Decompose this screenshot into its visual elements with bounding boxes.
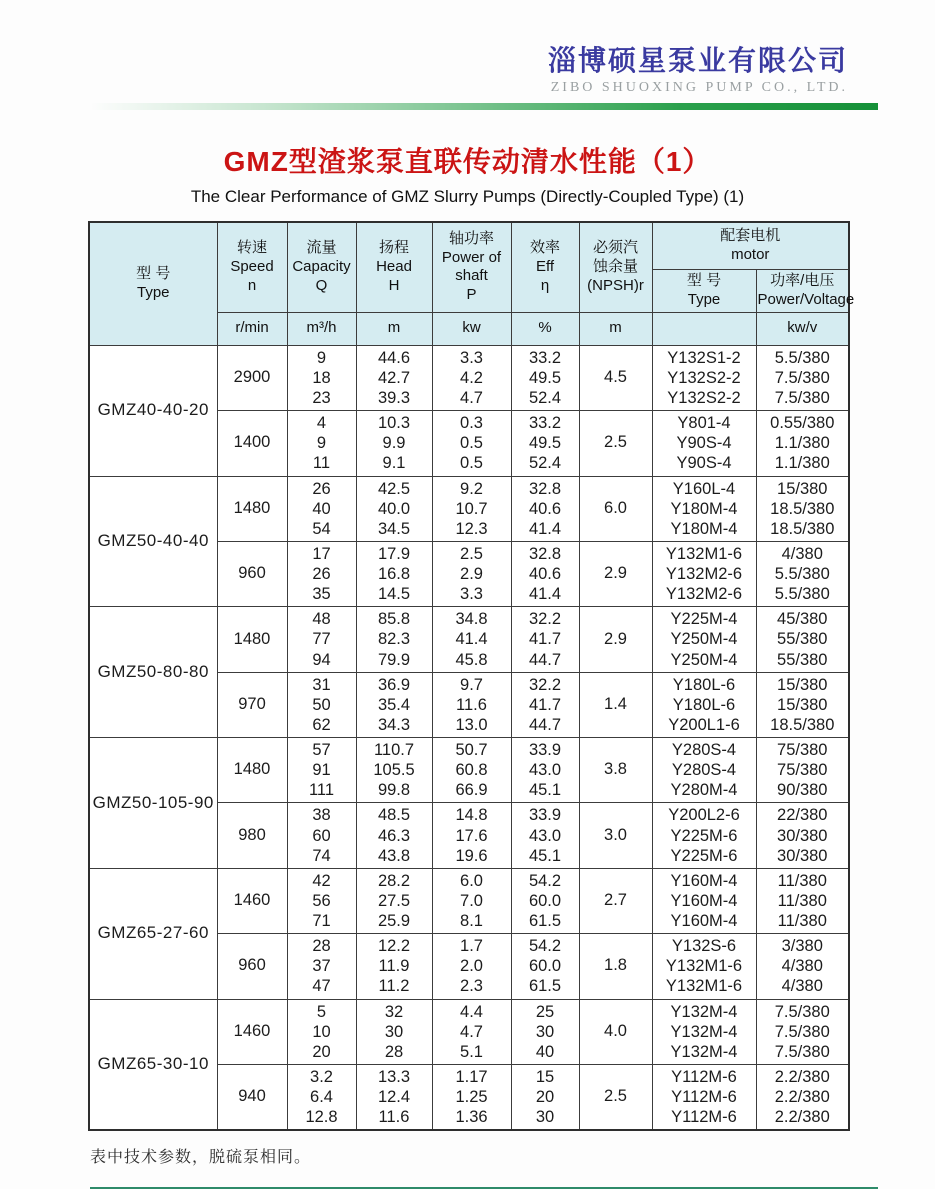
efficiency-cell: 32.8 40.6 41.4 — [511, 541, 579, 606]
speed-cell: 1480 — [217, 607, 287, 672]
npsh-cell: 2.5 — [579, 411, 652, 476]
unit-shaft-power: kw — [432, 312, 511, 345]
speed-cell: 1400 — [217, 411, 287, 476]
unit-speed: r/min — [217, 312, 287, 345]
table-row — [89, 868, 849, 933]
motor-power-cell: 4/380 5.5/380 5.5/380 — [756, 541, 849, 606]
head-cell: 17.9 16.8 14.5 — [356, 541, 432, 606]
npsh-cell: 2.7 — [579, 868, 652, 933]
motor-type-cell: Y132S1-2 Y132S2-2 Y132S2-2 — [652, 345, 756, 410]
col-header-shaft-power: 轴功率 Power of shaft P — [432, 222, 511, 313]
motor-power-cell: 11/380 11/380 11/380 — [756, 868, 849, 933]
pump-model-cell: GMZ65-27-60 — [89, 868, 217, 999]
npsh-cell: 4.5 — [579, 345, 652, 410]
performance-table — [88, 221, 855, 1132]
capacity-cell: 4 9 11 — [287, 411, 356, 476]
head-cell: 13.3 12.4 11.6 — [356, 1064, 432, 1130]
shaft-power-cell: 1.7 2.0 2.3 — [432, 934, 511, 999]
footer-note: 表中技术参数，脱硫泵相同。 — [90, 1149, 312, 1167]
pump-model-cell: GMZ50-40-40 — [89, 476, 217, 607]
table-row — [89, 476, 849, 541]
motor-type-cell: Y112M-6 Y112M-6 Y112M-6 — [652, 1064, 756, 1130]
motor-power-cell: 15/380 15/380 18.5/380 — [756, 672, 849, 737]
table-row — [89, 345, 849, 410]
pump-model-cell: GMZ50-105-90 — [89, 738, 217, 869]
table-row — [89, 607, 849, 672]
company-name-cn: 淄博硕星泵业有限公司 — [547, 45, 848, 76]
col-header-speed: 转速 Speed n — [217, 222, 287, 313]
pump-model-cell: GMZ65-30-10 — [89, 999, 217, 1130]
capacity-cell: 5 10 20 — [287, 999, 356, 1064]
motor-type-cell: Y160M-4 Y160M-4 Y160M-4 — [652, 868, 756, 933]
head-cell: 44.6 42.7 39.3 — [356, 345, 432, 410]
motor-type-cell: Y200L2-6 Y225M-6 Y225M-6 — [652, 803, 756, 868]
unit-capacity: m³/h — [287, 312, 356, 345]
head-cell: 42.5 40.0 34.5 — [356, 476, 432, 541]
motor-type-cell: Y280S-4 Y280S-4 Y280M-4 — [652, 738, 756, 803]
speed-cell: 1480 — [217, 738, 287, 803]
motor-power-cell: 0.55/380 1.1/380 1.1/380 — [756, 411, 849, 476]
head-cell: 32 30 28 — [356, 999, 432, 1064]
npsh-cell: 2.9 — [579, 607, 652, 672]
npsh-cell: 3.8 — [579, 738, 652, 803]
efficiency-cell: 15 20 30 — [511, 1064, 579, 1130]
motor-power-cell: 2.2/380 2.2/380 2.2/380 — [756, 1064, 849, 1130]
shaft-power-cell: 1.17 1.25 1.36 — [432, 1064, 511, 1130]
motor-power-cell: 3/380 4/380 4/380 — [756, 934, 849, 999]
motor-power-cell: 22/380 30/380 30/380 — [756, 803, 849, 868]
motor-type-cell: Y801-4 Y90S-4 Y90S-4 — [652, 411, 756, 476]
head-cell: 110.7 105.5 99.8 — [356, 738, 432, 803]
speed-cell: 2900 — [217, 345, 287, 410]
motor-type-cell: Y225M-4 Y250M-4 Y250M-4 — [652, 607, 756, 672]
unit-npsh: m — [579, 312, 652, 345]
capacity-cell: 31 50 62 — [287, 672, 356, 737]
unit-head: m — [356, 312, 432, 345]
head-cell: 12.2 11.9 11.2 — [356, 934, 432, 999]
efficiency-cell: 33.2 49.5 52.4 — [511, 345, 579, 410]
motor-type-cell: Y132M-4 Y132M-4 Y132M-4 — [652, 999, 756, 1064]
speed-cell: 980 — [217, 803, 287, 868]
efficiency-cell: 54.2 60.0 61.5 — [511, 934, 579, 999]
efficiency-cell: 33.2 49.5 52.4 — [511, 411, 579, 476]
unit-motor-type — [652, 312, 756, 345]
table-row — [89, 999, 849, 1064]
motor-type-cell: Y132M1-6 Y132M2-6 Y132M2-6 — [652, 541, 756, 606]
speed-cell: 960 — [217, 541, 287, 606]
col-header-npsh: 必须汽 蚀余量 (NPSH)r — [579, 222, 652, 313]
capacity-cell: 57 91 111 — [287, 738, 356, 803]
npsh-cell: 1.8 — [579, 934, 652, 999]
shaft-power-cell: 6.0 7.0 8.1 — [432, 868, 511, 933]
unit-efficiency: % — [511, 312, 579, 345]
shaft-power-cell: 2.5 2.9 3.3 — [432, 541, 511, 606]
col-header-head: 扬程 Head H — [356, 222, 432, 313]
npsh-cell: 2.5 — [579, 1064, 652, 1130]
capacity-cell: 26 40 54 — [287, 476, 356, 541]
efficiency-cell: 32.2 41.7 44.7 — [511, 607, 579, 672]
efficiency-cell: 54.2 60.0 61.5 — [511, 868, 579, 933]
motor-power-cell: 7.5/380 7.5/380 7.5/380 — [756, 999, 849, 1064]
capacity-cell: 17 26 35 — [287, 541, 356, 606]
col-header-motor-group: 配套电机 motor — [652, 222, 849, 270]
speed-cell: 1460 — [217, 999, 287, 1064]
speed-cell: 970 — [217, 672, 287, 737]
shaft-power-cell: 50.7 60.8 66.9 — [432, 738, 511, 803]
unit-motor-power: kw/v — [756, 312, 849, 345]
col-header-capacity: 流量 Capacity Q — [287, 222, 356, 313]
shaft-power-cell: 34.8 41.4 45.8 — [432, 607, 511, 672]
col-header-type: 型 号 Type — [89, 222, 217, 346]
npsh-cell: 2.9 — [579, 541, 652, 606]
motor-power-cell: 15/380 18.5/380 18.5/380 — [756, 476, 849, 541]
col-header-efficiency: 效率 Eff η — [511, 222, 579, 313]
motor-type-cell: Y160L-4 Y180M-4 Y180M-4 — [652, 476, 756, 541]
shaft-power-cell: 3.3 4.2 4.7 — [432, 345, 511, 410]
shaft-power-cell: 4.4 4.7 5.1 — [432, 999, 511, 1064]
npsh-cell: 3.0 — [579, 803, 652, 868]
efficiency-cell: 33.9 43.0 45.1 — [511, 738, 579, 803]
capacity-cell: 48 77 94 — [287, 607, 356, 672]
shaft-power-cell: 9.7 11.6 13.0 — [432, 672, 511, 737]
head-cell: 28.2 27.5 25.9 — [356, 868, 432, 933]
efficiency-cell: 32.2 41.7 44.7 — [511, 672, 579, 737]
brand-header — [0, 0, 935, 96]
motor-power-cell: 75/380 75/380 90/380 — [756, 738, 849, 803]
head-cell: 36.9 35.4 34.3 — [356, 672, 432, 737]
motor-power-cell: 5.5/380 7.5/380 7.5/380 — [756, 345, 849, 410]
efficiency-cell: 32.8 40.6 41.4 — [511, 476, 579, 541]
capacity-cell: 28 37 47 — [287, 934, 356, 999]
table-header — [89, 222, 855, 346]
efficiency-cell: 33.9 43.0 45.1 — [511, 803, 579, 868]
capacity-cell: 3.2 6.4 12.8 — [287, 1064, 356, 1130]
speed-cell: 1460 — [217, 868, 287, 933]
efficiency-cell: 25 30 40 — [511, 999, 579, 1064]
capacity-cell: 42 56 71 — [287, 868, 356, 933]
page-title: GMZ型渣浆泵直联传动清水性能（1） — [223, 145, 712, 177]
pump-model-cell: GMZ40-40-20 — [89, 345, 217, 476]
header-gradient-rule — [90, 103, 878, 110]
capacity-cell: 38 60 74 — [287, 803, 356, 868]
page-subtitle: The Clear Performance of GMZ Slurry Pumps (Directly-Coupled Type) (1) — [190, 186, 745, 206]
npsh-cell: 6.0 — [579, 476, 652, 541]
col-header-motor-power: 功率/电压 Power/Voltage — [756, 270, 849, 313]
motor-type-cell: Y132S-6 Y132M1-6 Y132M1-6 — [652, 934, 756, 999]
npsh-cell: 1.4 — [579, 672, 652, 737]
table-row — [89, 738, 849, 803]
shaft-power-cell: 14.8 17.6 19.6 — [432, 803, 511, 868]
motor-power-cell: 45/380 55/380 55/380 — [756, 607, 849, 672]
motor-type-cell: Y180L-6 Y180L-6 Y200L1-6 — [652, 672, 756, 737]
head-cell: 10.3 9.9 9.1 — [356, 411, 432, 476]
speed-cell: 960 — [217, 934, 287, 999]
pump-model-cell: GMZ50-80-80 — [89, 607, 217, 738]
head-cell: 48.5 46.3 43.8 — [356, 803, 432, 868]
head-cell: 85.8 82.3 79.9 — [356, 607, 432, 672]
col-header-motor-type: 型 号 Type — [652, 270, 756, 313]
capacity-cell: 9 18 23 — [287, 345, 356, 410]
table-body — [89, 345, 849, 1130]
speed-cell: 940 — [217, 1064, 287, 1130]
npsh-cell: 4.0 — [579, 999, 652, 1064]
shaft-power-cell: 9.2 10.7 12.3 — [432, 476, 511, 541]
company-name-en: ZIBO SHUOXING PUMP CO., LTD. — [550, 79, 848, 95]
shaft-power-cell: 0.3 0.5 0.5 — [432, 411, 511, 476]
speed-cell: 1480 — [217, 476, 287, 541]
